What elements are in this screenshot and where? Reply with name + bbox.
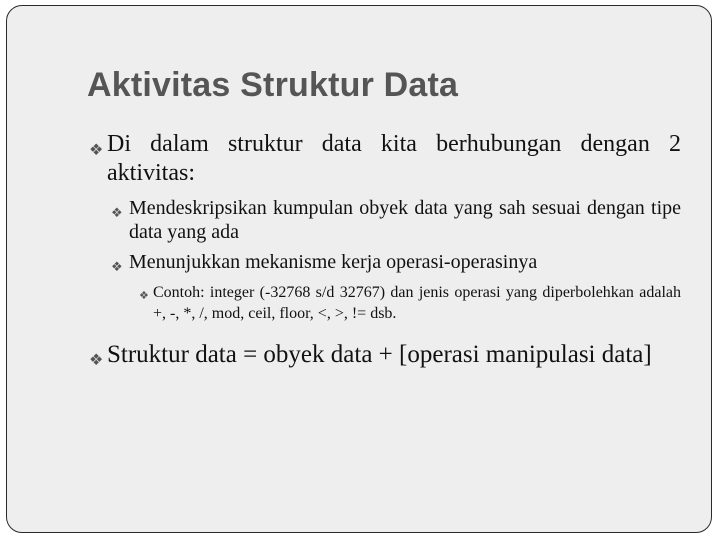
- bullet-icon: ❖: [139, 290, 149, 302]
- bullet-text: Menunjukkan mekanisme kerja operasi-operasinya: [129, 251, 538, 273]
- bullet-level1: [89, 340, 681, 370]
- bullet-text: Contoh: integer (-32768 s/d 32767) dan jenis operasi yang diperbolehkan adalah +, -, *, /, mod, ceil, floor, <, >, != dsb.: [153, 284, 681, 322]
- bullet-text: Mendeskripsikan kumpulan obyek data yang sah sesuai dengan tipe data yang ada: [129, 197, 681, 243]
- bullet-text: Struktur data = obyek data + [operasi manipulasi data]: [107, 341, 652, 368]
- bullet-level3: [139, 282, 681, 324]
- slide-frame: [6, 5, 712, 533]
- bullet-level2: [111, 250, 681, 274]
- bullet-level1: [89, 130, 681, 188]
- bullet-icon: ❖: [89, 142, 104, 159]
- bullet-icon: ❖: [111, 259, 123, 274]
- bullet-text: Di dalam struktur data kita berhubungan dengan 2 aktivitas:: [107, 131, 681, 186]
- slide-title: Aktivitas Struktur Data: [87, 66, 459, 104]
- bullet-icon: ❖: [111, 205, 123, 220]
- slide-content: [89, 130, 681, 370]
- bullet-level2: [111, 196, 681, 244]
- bullet-icon: ❖: [89, 352, 104, 369]
